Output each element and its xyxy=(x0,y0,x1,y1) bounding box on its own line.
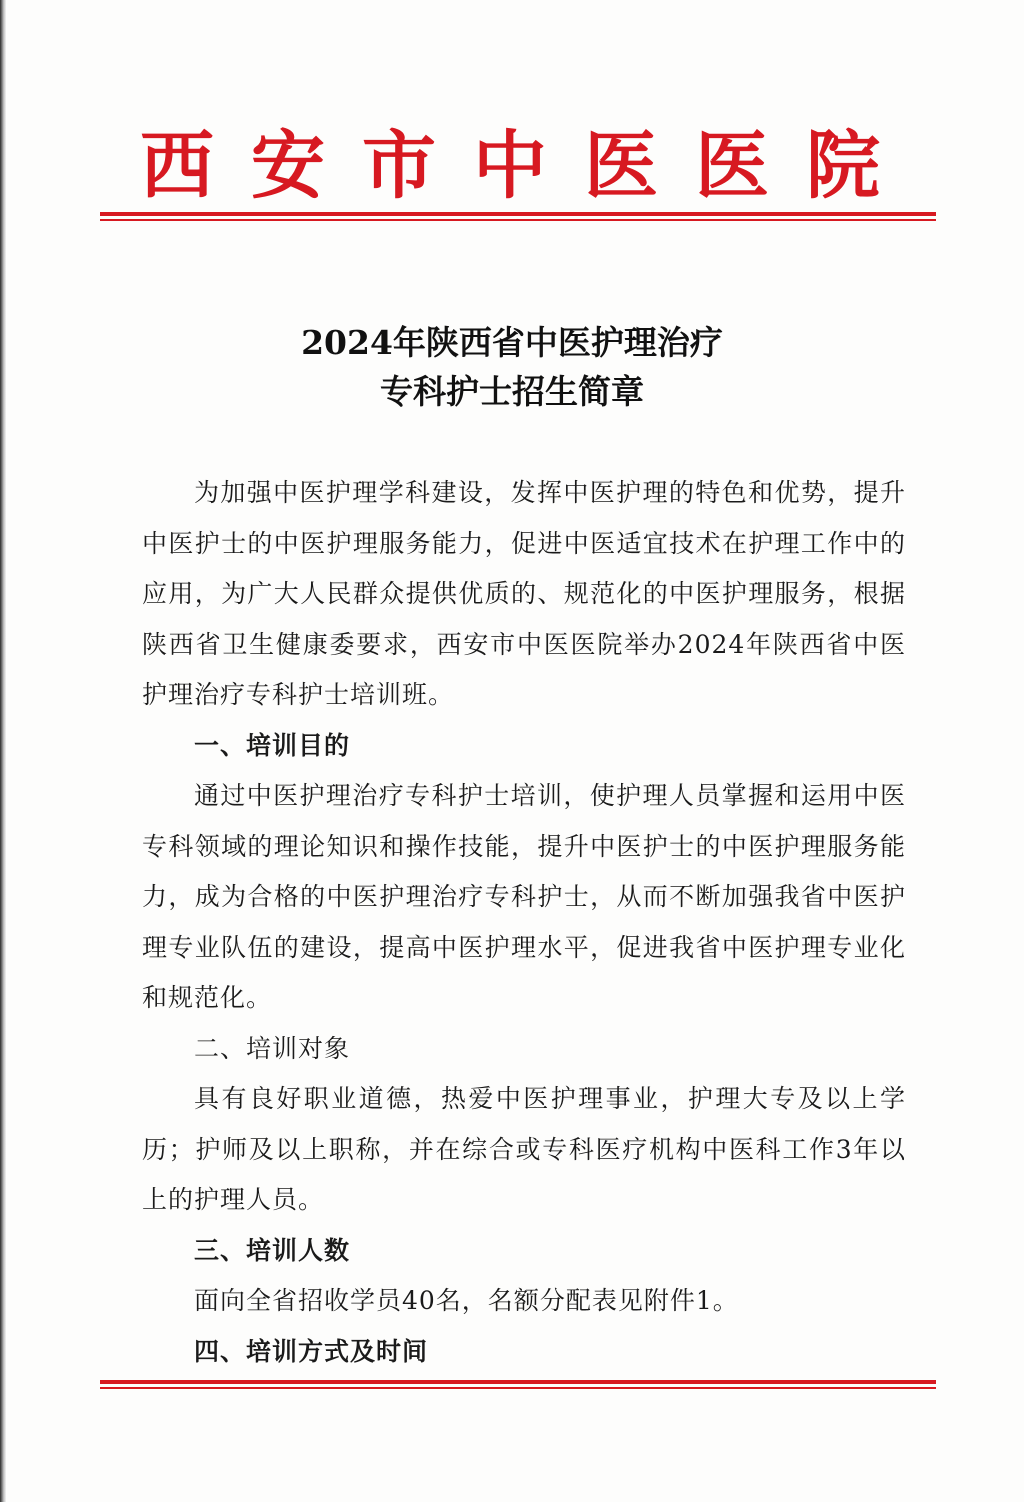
document-body xyxy=(142,468,906,1377)
letterhead-title xyxy=(140,120,880,212)
letterhead-char: 西 xyxy=(140,123,214,209)
title-line-2: 专科护士招生简章 xyxy=(380,372,644,411)
scan-edge-shadow xyxy=(0,0,6,1502)
letterhead-char: 安 xyxy=(251,123,325,209)
intro-paragraph: 为加强中医护理学科建设，发挥中医护理的特色和优势，提升中医护士的中医护理服务能力，促进中医适宜技术在护理工作中的应用，为广大人民群众提供优质的、规范化的中医护理服务，根据陕西省卫生健康委要求，西安市中医医院举办2024年陕西省中医护理治疗专科护士培训班。 xyxy=(142,478,906,709)
section-heading-target: 二、培训对象 xyxy=(194,1033,351,1063)
section-heading-method-time: 四、培训方式及时间 xyxy=(194,1336,429,1366)
rule-thick-line xyxy=(100,212,936,216)
letterhead-red-rule xyxy=(100,212,936,221)
footer-red-rule xyxy=(100,1380,936,1389)
letterhead-char: 医 xyxy=(695,123,769,209)
title-line-1: 2024年陕西省中医护理治疗 xyxy=(301,323,723,362)
section-text-purpose: 通过中医护理治疗专科护士培训，使护理人员掌握和运用中医专科领域的理论知识和操作技能，提升中医护士的中医护理服务能力，成为合格的中医护理治疗专科护士，从而不断加强我省中医护理专业队伍的建设，提高中医护理水平，促进我省中医护理专业化和规范化。 xyxy=(142,781,906,1012)
letterhead-char: 中 xyxy=(473,123,547,209)
section-text-target: 具有良好职业道德，热爱中医护理事业，护理大专及以上学历；护师及以上职称，并在综合或专科医疗机构中医科工作3年以上的护理人员。 xyxy=(142,1084,906,1214)
section-text-quota: 面向全省招收学员40名，名额分配表见附件1。 xyxy=(194,1286,739,1315)
letterhead-char: 市 xyxy=(362,123,436,209)
letterhead-char: 医 xyxy=(584,123,658,209)
section-heading-quota: 三、培训人数 xyxy=(194,1235,351,1265)
section-heading-purpose: 一、培训目的 xyxy=(194,730,351,760)
letterhead-char: 院 xyxy=(806,123,880,209)
rule-thin-line xyxy=(100,1387,936,1389)
document-title xyxy=(0,318,1024,416)
rule-thin-line xyxy=(100,219,936,221)
rule-thick-line xyxy=(100,1380,936,1384)
